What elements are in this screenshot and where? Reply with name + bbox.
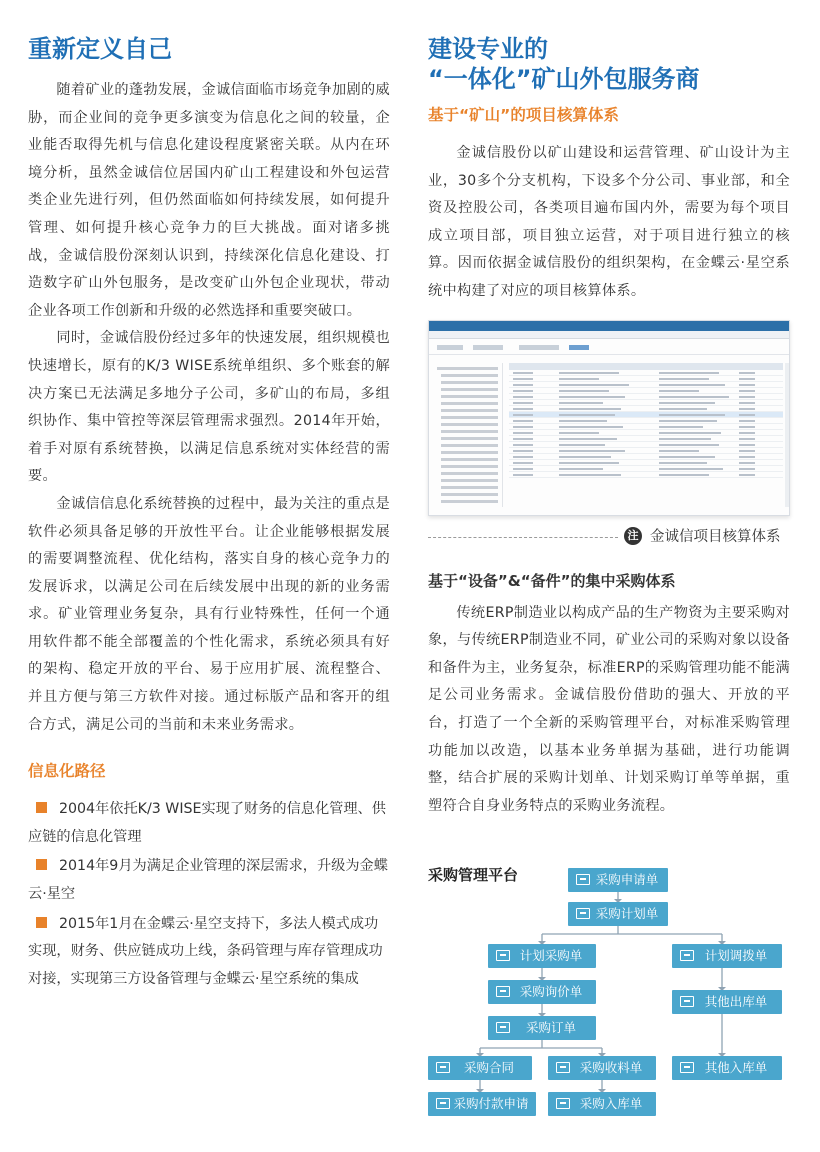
flow-node-plan-purchase: 计划采购单: [488, 944, 596, 968]
paragraph-procurement: 传统ERP制造业以构成产品的生产物资为主要采购对象，与传统ERP制造业不同，矿业公司的采购对象以设备和备件为主，业务复杂，标准ERP的采购管理功能不能满足公司业务需求。金诚信股份借助的强大、开放的平台，打造了一个全新的采购管理平台，对标准采购管理功能加以改造，以基本业务单据为基础，进行功能调整，结合扩展的采购计划单、计划采购订单等单据，重塑符合自身业务特点的采购业务流程。: [428, 604, 790, 814]
note-badge-icon: 注: [624, 527, 642, 545]
flow-node-purchase-receipt: 采购收料单: [548, 1056, 656, 1080]
flow-node-transfer-plan: 计划调拨单: [672, 944, 782, 968]
section-title-path: 信息化路径: [28, 762, 106, 781]
screenshot-titlebar: [429, 321, 789, 331]
procurement-flow-diagram: [426, 862, 790, 1124]
flow-title: 采购管理平台: [428, 866, 519, 884]
section-title-project-accounting: 基于“矿山”的项目核算体系: [428, 106, 619, 124]
path-list: [28, 796, 390, 993]
flow-node-purchase-plan: 采购计划单: [568, 902, 668, 926]
page-title-line2: “一体化”矿山外包服务商: [428, 65, 700, 93]
erp-screenshot: [428, 320, 790, 516]
bullet-square-icon: [36, 802, 47, 813]
flow-node-payment-request: 采购付款申请: [428, 1092, 536, 1116]
flow-node-other-outbound: 其他出库单: [672, 990, 782, 1014]
section-title-redefine: 重新定义自己: [28, 35, 172, 63]
section-title-procurement: 基于“设备”&“备件”的集中采购体系: [428, 571, 676, 590]
screenshot-data-grid: [509, 363, 783, 507]
right-column: [428, 34, 790, 820]
flow-node-purchase-request: 采购申请单: [568, 868, 668, 892]
flow-node-purchase-inquiry: 采购询价单: [488, 980, 596, 1004]
flow-node-purchase-contract: 采购合同: [428, 1056, 532, 1080]
page-title-line1: 建设专业的: [428, 35, 548, 63]
paragraph-2: 同时，金诚信股份经过多年的快速发展，组织规模也快速增长，原有的K/3 WISE系统单组织、多个账套的解决方案已无法满足多地分子公司，多矿山的布局，多组织协作、集中管控等深层管理需求强烈。2014年开始，着手对原有系统替换，以满足信息系统对实体经营的需要。: [28, 330, 390, 485]
paragraph-3: 金诚信信息化系统替换的过程中，最为关注的重点是软件必须具备足够的开放性平台。让企业能够根据发展的需要调整流程、优化结构，落实自身的核心竞争力的发展诉求，以满足公司在后续发展中出现的新的业务需求。矿业管理业务复杂，具有行业特殊性，任何一个通用软件都不能全部覆盖的个性化需求，系统必须具有好的架构、稳定开放的平台、易于应用扩展、流程整合、并且方便与第三方软件对接。通过标版产品和客开的组合方式，满足公司的当前和未来业务需求。: [28, 495, 390, 733]
caption-dashed-line: [428, 537, 618, 538]
bullet-square-icon: [36, 859, 47, 870]
list-item: 2004年依托K/3 WISE实现了财务的信息化管理、供应链的信息化管理: [28, 801, 386, 845]
figure-caption: [428, 522, 790, 552]
left-column: [28, 34, 390, 995]
screenshot-filter-bar: [429, 339, 789, 355]
paragraph-1: 随着矿业的蓬勃发展，金诚信面临市场竞争加剧的威胁，而企业间的竞争更多演变为信息化之间的较量，企业能否取得先机与信息化建设程度紧密关联。从内在环境分析，虽然金诚信位居国内矿山工程建设和外包运营类企业先进行列，但仍然面临如何持续发展，如何提升管理、如何提升核心竞争力的巨大挑战。面对诸多挑战，金诚信股份深刻认识到，持续深化信息化建设、打造数字矿山外包服务，是改变矿山外包企业现状，带动企业各项工作创新和升级的必然选择和重要突破口。: [28, 82, 390, 319]
caption-text: 金诚信项目核算体系: [650, 528, 781, 545]
flow-node-purchase-inbound: 采购入库单: [548, 1092, 656, 1116]
screenshot-scrollbar: [785, 363, 789, 507]
flow-node-purchase-order: 采购订单: [488, 1016, 596, 1040]
paragraph-project-accounting: 金诚信股份以矿山建设和运营管理、矿山设计为主业，30多个分支机构，下设多个分公司、事业部，和全资及控股公司，各类项目遍布国内外，需要为每个项目成立项目部，项目独立运营，对于项目进行独立的核算。因而依据金诚信股份的组织架构，在金蝶云·星空系统中构建了对应的项目核算体系。: [428, 145, 790, 299]
bullet-square-icon: [36, 917, 47, 928]
screenshot-toolbar: [429, 331, 789, 339]
list-item: 2014年9月为满足企业管理的深层需求，升级为金蝶云·星空: [28, 858, 388, 903]
screenshot-org-tree: [433, 363, 503, 507]
list-item: 2015年1月在金蝶云·星空支持下，多法人模式成功实现，财务、供应链成功上线，条码管理与库存管理成功对接，实现第三方设备管理与金蝶云·星空系统的集成: [28, 915, 383, 987]
flow-node-other-inbound: 其他入库单: [672, 1056, 782, 1080]
